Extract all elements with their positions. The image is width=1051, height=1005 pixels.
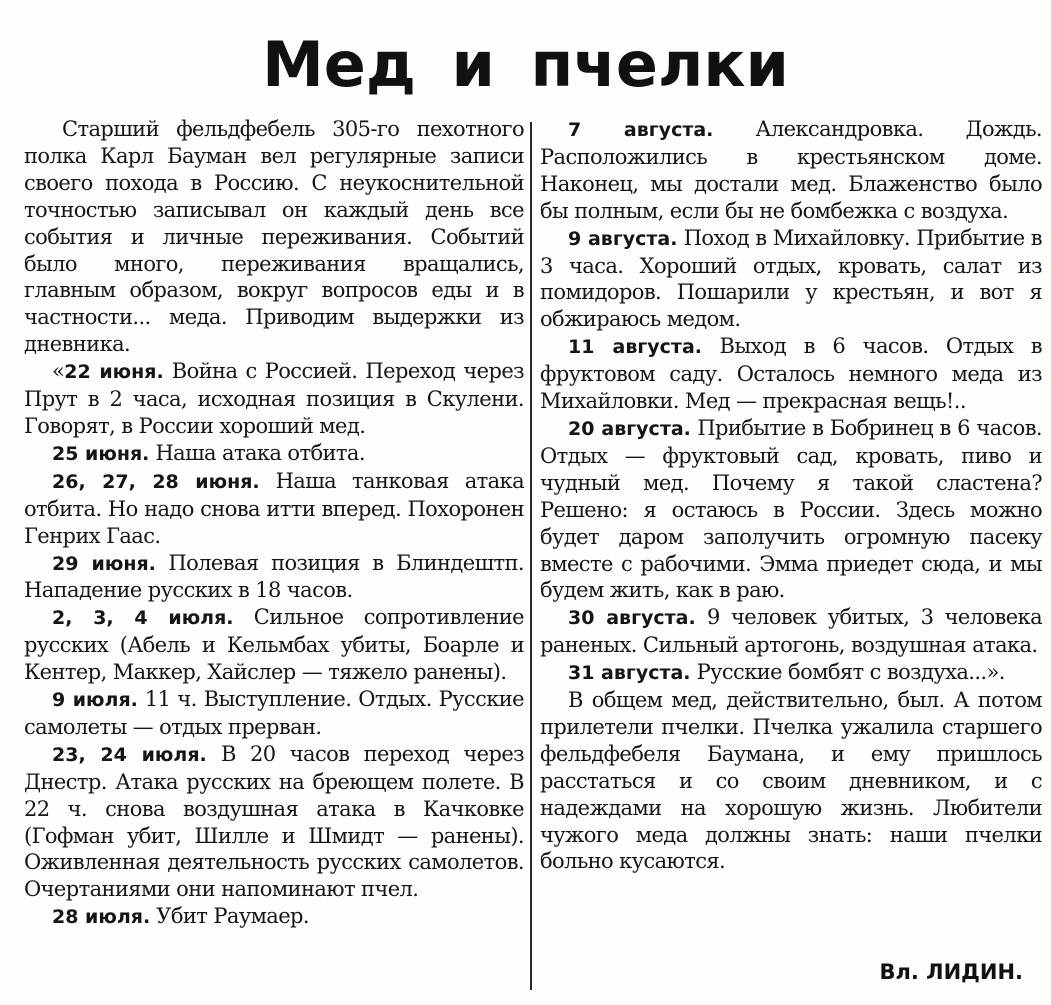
entry-date: 9 августа. — [568, 227, 678, 250]
entry-date: 20 августа. — [568, 417, 691, 440]
entry-date: 23, 24 июля. — [52, 743, 207, 766]
entry-text: Прибытие в Бобринец в 6 часов. Отдых — фруктовый сад, кровать, пиво и чудный мед. Почему я такой сластена? Решено: я остаюсь в России. Здесь можно будет даром заполучить огромную пасеку вместе с рабочими. Эмма приедет сюда, и мы будем жить, как в раю. — [540, 415, 1042, 603]
diary-entry — [24, 686, 524, 741]
entry-text: В 20 часов переход через Днестр. Атака русских на бреющем полете. В 22 ч. снова воздушная атака в Качковке (Гофман убит, Шилле и Шмидт — ранены). Оживленная деятельность русских самолетов. Очертаниями они напоминают пчел. — [24, 741, 524, 902]
entry-date: 25 июня. — [52, 442, 150, 465]
entry-date: 30 августа. — [568, 607, 696, 630]
entry-date: 7 августа. — [568, 119, 714, 141]
entry-text: Поход в Михайловку. Прибытие в 3 часа. Хороший отдых, кровать, салат из помидоров. Пошарили у крестьян, и вот я обжираюсь медом. — [540, 225, 1042, 332]
diary-entry — [540, 415, 1042, 604]
entry-date: 29 июня. — [52, 552, 156, 575]
diary-entry — [24, 604, 524, 686]
diary-entry — [24, 358, 524, 440]
article-title: Мед и пчелки — [262, 28, 789, 101]
entry-date: 11 августа. — [568, 336, 702, 359]
column-divider — [530, 122, 532, 990]
intro-paragraph: Старший фельдфебель 305-го пехотного полка Карл Бауман вел регулярные записи своего похода в Россию. С неукоснительной точностью записывал он каждый день все события и личные переживания. Событий было много, переживания вращались, главным образом, вокруг вопросов еды и в частности... меда. Приводим выдержки из дневника. — [24, 117, 524, 357]
entry-date: 31 августа. — [568, 662, 691, 685]
diary-entry — [540, 225, 1042, 334]
entry-text: Сильное сопротивление русских (Абель и Кельмбах убиты, Боарле и Кентер, Маккер, Хайслер — тяжело ранены). — [24, 605, 525, 685]
entry-text: Война с Россией. Переход через Прут в 2 часа, исходная позиция в Скулени. Говорят, в России хороший мед. — [24, 359, 524, 438]
entry-text: Выход в 6 часов. Отдых в фруктовом саду. Осталось немного меда из Михайловки. Мед — прекрасная вещь!.. — [540, 334, 1043, 414]
diary-entry — [540, 116, 1042, 225]
right-column — [540, 116, 1042, 875]
diary-entry — [24, 550, 524, 605]
entry-text: Наша атака отбита. — [149, 440, 365, 465]
diary-entry — [540, 604, 1042, 659]
entry-text: 9 человек убитых, 3 человека раненых. Сильный артогонь, воздушная атака. — [540, 605, 1042, 658]
entry-prefix: « — [52, 359, 65, 384]
entry-date: 26, 27, 28 июня. — [52, 470, 260, 493]
entry-date: 28 июля. — [52, 906, 151, 929]
diary-entry — [24, 903, 524, 931]
diary-entry — [540, 333, 1042, 415]
left-column — [24, 116, 524, 931]
conclusion-paragraph: В общем мед, действительно, был. А потом прилетели пчелки. Пчелка ужалила старшего фельдфебеля Баумана, и ему пришлось расстаться и со своим дневником, и с надеждами на хорошую жизнь. Любители чужого меда должны знать: наши пчелки больно кусаются. — [540, 688, 1042, 874]
diary-entry — [24, 741, 524, 903]
entry-text: Александровка. Дождь. Расположились в крестьянском доме. Наконец, мы достали мед. Блаженство было бы полным, если бы не бомбежка с воздуха. — [540, 117, 1042, 223]
entry-text: 11 ч. Выступление. Отдых. Русские самолеты — отдых прерван. — [24, 687, 524, 739]
entry-text: Убит Раумаер. — [150, 904, 309, 929]
author-signature: Вл. ЛИДИН. — [879, 960, 1023, 984]
diary-entry — [24, 440, 524, 468]
entry-date: 22 июня. — [64, 361, 164, 384]
diary-entry — [24, 468, 524, 550]
entry-text: Полевая позиция в Блиндештп. Нападение русских в 18 часов. — [24, 550, 525, 603]
entry-date: 2, 3, 4 июля. — [52, 607, 234, 630]
entry-text: Русские бомбят с воздуха...». — [690, 660, 1005, 685]
diary-entry — [540, 659, 1042, 687]
entry-date: 9 июля. — [52, 689, 138, 712]
entry-text: Наша танковая атака отбита. Но надо снова итти вперед. Похоронен Генрих Гаас. — [24, 468, 525, 548]
